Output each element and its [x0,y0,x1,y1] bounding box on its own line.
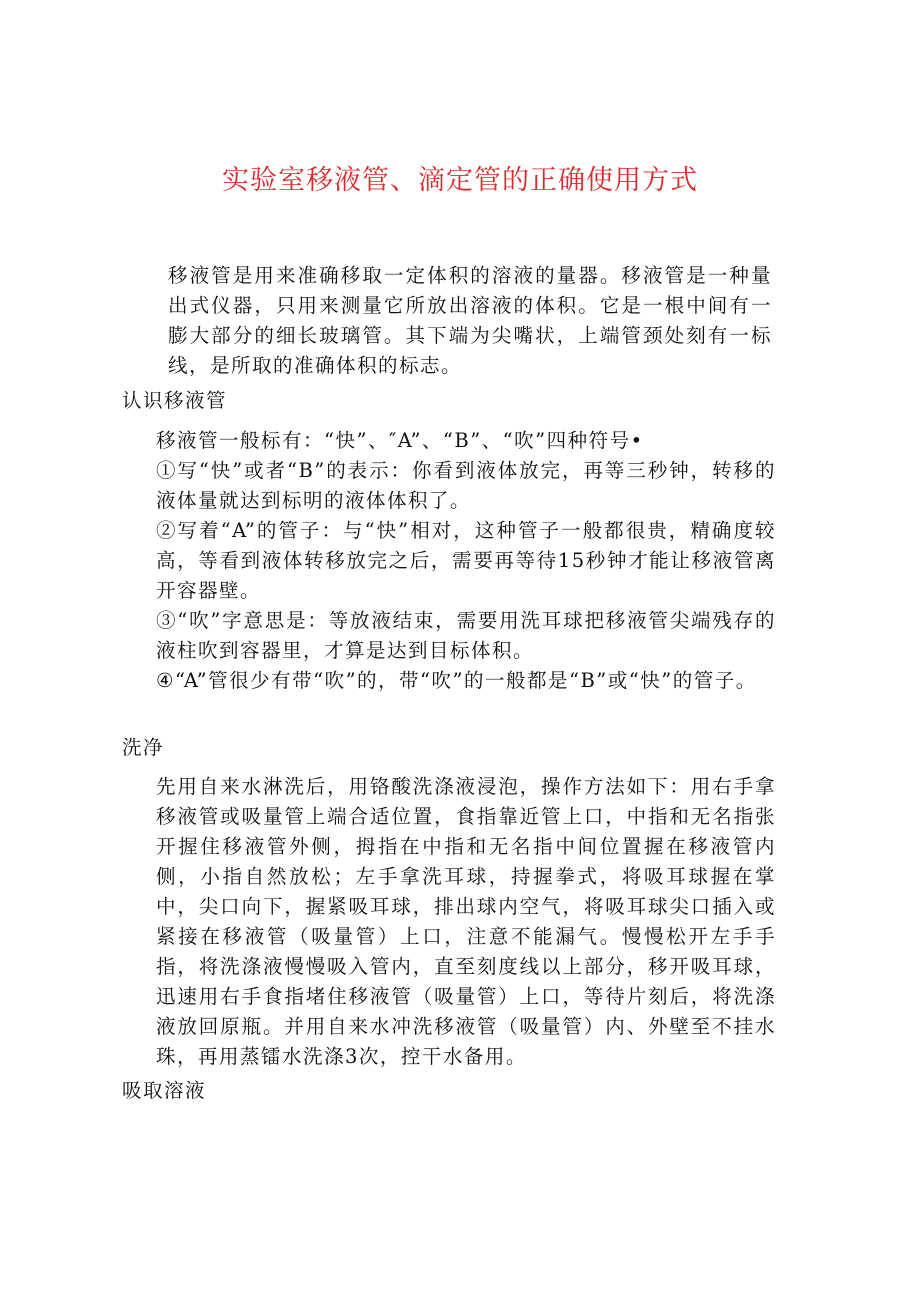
paragraph-blow: ③“吹”字意思是：等放液结束，需要用洗耳球把移液管尖端残存的液柱吹到容器里，才算是达到目标体积。 [156,609,776,662]
paragraph-a-blow: ④“A”管很少有带“吹”的，带“吹”的一般都是“B”或“快”的管子。 [156,669,757,692]
section-heading-wash: 洗净 [122,736,165,759]
paragraph-wash-procedure: 先用自来水淋洗后，用铬酸洗涤液浸泡，操作方法如下：用右手拿移液管或吸量管上端合适位置，食指靠近管上口，中指和无名指张开握住移液管外侧，拇指在中指和无名指中间位置握在移液管内侧，小指自然放松；左手拿洗耳球，持握拳式，将吸耳球握在掌中，尖口向下，握紧吸耳球，排出球内空气，将吸耳球尖口插入或紧接在移液管（吸量管）上口，注意不能漏气。慢慢松开左手手指，将洗涤液慢慢吸入管内，直至刻度线以上部分，移开吸耳球，迅速用右手食指堵住移液管（吸量管）上口，等待片刻后，将洗涤液放回原瓶。并用自来水冲洗移液管（吸量管）内、外壁至不挂水珠，再用蒸镭水洗涤3次，控干水备用。 [156,775,776,1068]
section-heading-identify: 认识移液管 [122,389,228,412]
document-title: 实验室移液管、滴定管的正确使用方式 [222,165,698,196]
section-body-identify [156,426,776,696]
paragraph-symbols: 移液管一般标有：“快”、″A”、“B”、“吹”四种符号• [156,429,644,452]
section-heading-draw-solution: 吸取溶液 [122,1079,207,1102]
paragraph-a: ②写着“A”的管子：与“快”相对，这种管子一般都很贵，精确度较高，等看到液体转移放完之后，需要再等待15秒钟才能让移液管离开容器壁。 [156,519,776,602]
intro-paragraph: 移液管是用来准确移取一定体积的溶液的量器。移液管是一种量出式仪器，只用来测量它所放出溶液的体积。它是一根中间有一膨大部分的细长玻璃管。其下端为尖嘴状，上端管颈处刻有一标线，是所取的准确体积的标志。 [168,264,772,377]
section-body-wash [156,772,776,1072]
paragraph-fast-b: ①写“快”或者“B”的表示：你看到液体放完，再等三秒钟，转移的液体量就达到标明的液体体积了。 [156,459,776,512]
